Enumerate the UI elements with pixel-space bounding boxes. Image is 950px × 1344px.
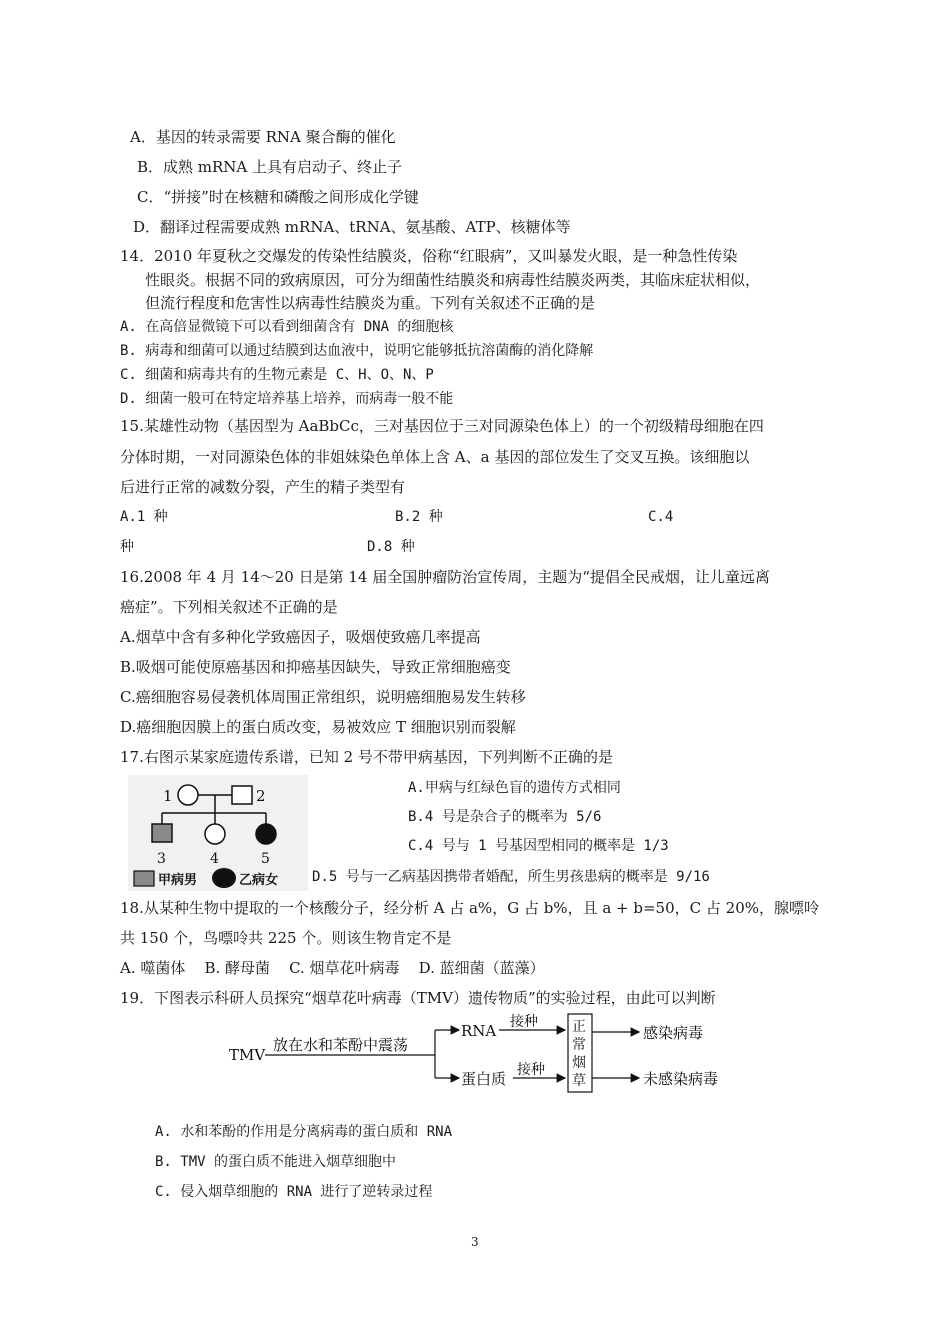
q14-option-c: C. 细菌和病毒共有的生物元素是 C、H、O、N、P	[120, 367, 434, 383]
tobacco-box-char-2: 常	[572, 1037, 586, 1053]
tobacco-box-char-3: 烟	[572, 1055, 586, 1071]
page-number: 3	[471, 1235, 479, 1249]
q19-stem: 19．下图表示科研人员探究“烟草花叶病毒（TMV）遗传物质”的实验过程，由此可以判断	[120, 989, 716, 1007]
tobacco-box-char-1: 正	[572, 1019, 586, 1035]
q15-stem-line-2: 分体时期，一对同源染色体的非姐妹染色单体上含 A、a 基因的部位发生了交叉互换。该细胞以	[120, 448, 750, 466]
q16-option-d: D.癌细胞因膜上的蛋白质改变，易被效应 T 细胞识别而裂解	[120, 718, 516, 736]
q18-options: A. 噬菌体 B. 酵母菌 C. 烟草花叶病毒 D. 蓝细菌（蓝藻）	[120, 959, 545, 977]
pedigree-individual-3	[152, 824, 172, 842]
q15-option-c: C.4	[648, 509, 674, 525]
tmv-experiment-diagram	[225, 1012, 745, 1094]
pedigree-individual-4	[205, 824, 225, 844]
q14-stem-line-3: 但流行程度和危害性以病毒性结膜炎为重。下列有关叙述不正确的是	[145, 294, 596, 312]
tobacco-box-char-4: 草	[572, 1073, 586, 1089]
q17-option-b: B.4 号是杂合子的概率为 5/6	[408, 809, 602, 825]
inoculate-label-top: 接种	[510, 1014, 538, 1030]
pedigree-diagram	[128, 775, 308, 891]
q15-option-a: A.1 种	[120, 509, 168, 525]
tmv-label: TMV	[229, 1046, 266, 1064]
q15-option-b: B.2 种	[395, 509, 443, 525]
q14-stem-line-2: 性眼炎。根据不同的致病原因，可分为细菌性结膜炎和病毒性结膜炎两类，其临床症状相似，	[145, 271, 761, 289]
process-label: 放在水和苯酚中震荡	[273, 1036, 409, 1054]
protein-label: 蛋白质	[461, 1070, 507, 1088]
q13-option-c: C．“拼接”时在核糖和磷酸之间形成化学键	[137, 188, 419, 206]
pedigree-label-1: 1	[163, 787, 173, 805]
legend-female-symbol	[212, 868, 236, 888]
inoculate-label-bottom: 接种	[517, 1062, 545, 1078]
legend-male-symbol	[134, 871, 154, 886]
not-infected-label: 未感染病毒	[643, 1070, 719, 1088]
q13-option-b: B．成熟 mRNA 上具有启动子、终止子	[137, 158, 403, 176]
q16-option-b: B.吸烟可能使原癌基因和抑癌基因缺失，导致正常细胞癌变	[120, 658, 511, 676]
q16-option-c: C.癌细胞容易侵袭机体周围正常组织，说明癌细胞易发生转移	[120, 688, 526, 706]
infected-label: 感染病毒	[643, 1024, 704, 1042]
q17-stem: 17.右图示某家庭遗传系谱，已知 2 号不带甲病基因，下列判断不正确的是	[120, 748, 613, 766]
rna-label: RNA	[461, 1022, 497, 1040]
q19-option-a: A. 水和苯酚的作用是分离病毒的蛋白质和 RNA	[155, 1124, 452, 1140]
q14-option-d: D. 细菌一般可在特定培养基上培养，而病毒一般不能	[120, 391, 454, 407]
q13-option-d: D．翻译过程需要成熟 mRNA、tRNA、氨基酸、ATP、核糖体等	[133, 218, 571, 236]
pedigree-individual-2	[232, 786, 252, 804]
pedigree-label-3: 3	[157, 851, 166, 867]
q15-stem-line-1: 15.某雄性动物（基因型为 AaBbCc，三对基因位于三对同源染色体上）的一个初级精母细胞在四	[120, 417, 764, 435]
legend-male-label: 甲病男	[158, 873, 198, 888]
pedigree-individual-5	[256, 824, 276, 844]
legend-female-label: 乙病女	[239, 873, 279, 888]
q17-option-d: D.5 号与一乙病基因携带者婚配，所生男孩患病的概率是 9/16	[312, 869, 710, 885]
q19-option-c: C. 侵入烟草细胞的 RNA 进行了逆转录过程	[155, 1184, 433, 1200]
q17-option-a: A.甲病与红绿色盲的遗传方式相同	[408, 780, 621, 796]
q18-stem-line-1: 18.从某种生物中提取的一个核酸分子，经分析 A 占 a%，G 占 b%，且 a + b=50，C 占 20%，腺嘌呤	[120, 899, 819, 917]
q17-option-c: C.4 号与 1 号基因型相同的概率是 1/3	[408, 838, 669, 854]
q13-option-a: A．基因的转录需要 RNA 聚合酶的催化	[130, 128, 396, 146]
q14-option-a: A. 在高倍显微镜下可以看到细菌含有 DNA 的细胞核	[120, 319, 454, 335]
pedigree-label-4: 4	[210, 851, 219, 867]
q18-stem-line-2: 共 150 个，鸟嘌呤共 225 个。则该生物肯定不是	[120, 929, 452, 947]
pedigree-label-5: 5	[261, 851, 270, 867]
q16-option-a: A.烟草中含有多种化学致癌因子，吸烟使致癌几率提高	[120, 628, 481, 646]
q15-stem-line-3: 后进行正常的减数分裂，产生的精子类型有	[120, 478, 406, 496]
q14-stem-line-1: 14．2010 年夏秋之交爆发的传染性结膜炎，俗称“红眼病”，又叫暴发火眼，是一种急性传染	[120, 247, 738, 265]
q16-stem-line-1: 16.2008 年 4 月 14～20 日是第 14 届全国肿瘤防治宣传周，主题为“提倡全民戒烟，让儿童远离	[120, 568, 770, 586]
q19-option-b: B. TMV 的蛋白质不能进入烟草细胞中	[155, 1154, 397, 1170]
pedigree-label-2: 2	[256, 787, 266, 805]
pedigree-individual-1	[178, 785, 198, 805]
q15-option-d: D.8 种	[367, 539, 415, 555]
q15-option-c-continued: 种	[120, 539, 134, 555]
q16-stem-line-2: 癌症”。下列相关叙述不正确的是	[120, 598, 338, 616]
q14-option-b: B. 病毒和细菌可以通过结膜到达血液中，说明它能够抵抗溶菌酶的消化降解	[120, 343, 594, 359]
